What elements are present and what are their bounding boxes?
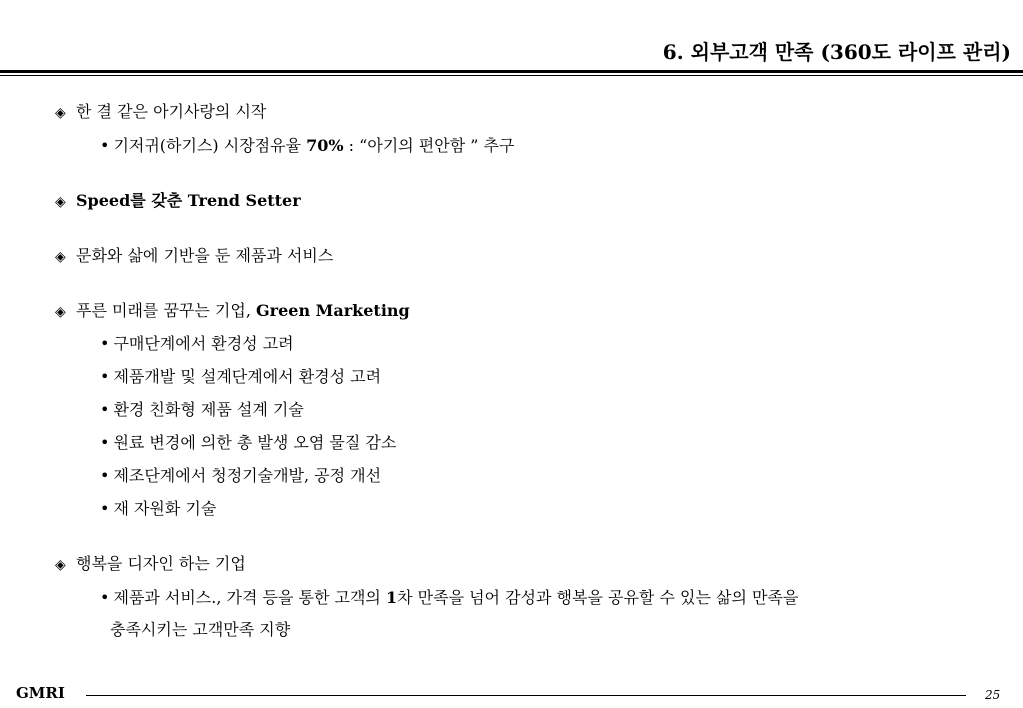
diamond-bullet-icon: ◈ (55, 105, 66, 121)
list-item-highlight: 1 (385, 588, 398, 607)
section-heading-4-highlight: Green Marketing (256, 301, 410, 320)
list-item-continuation: 충족시키는 고객만족 지향 (110, 620, 291, 639)
section-heading-5 (55, 554, 246, 575)
list-item-text-tail: : “아기의 편안함 ” 추구 (343, 136, 515, 155)
page-number: 25 (985, 688, 1001, 702)
footer-brand: GMRI (16, 684, 65, 702)
section-heading-4-text: 푸른 미래를 꿈꾸는 기업, (76, 301, 256, 320)
header-rule-thick (0, 70, 1023, 73)
list-item-highlight: 70% (306, 136, 344, 155)
dot-bullet-icon: • (100, 499, 110, 518)
list-item-text: 제품과 서비스., 가격 등을 통한 고객의 (113, 588, 386, 607)
dot-bullet-icon: • (100, 136, 110, 155)
list-item-text: 기저귀(하기스) 시장점유율 (113, 136, 307, 155)
dot-bullet-icon: • (100, 367, 110, 386)
section-heading-2-text: Speed를 갖춘 Trend Setter (76, 191, 301, 210)
diamond-bullet-icon: ◈ (55, 249, 66, 265)
list-item (100, 588, 798, 608)
section-heading-4 (55, 301, 410, 322)
list-item-text: 구매단계에서 환경성 고려 (113, 334, 294, 353)
list-item-text: 제조단계에서 청정기술개발, 공정 개선 (113, 466, 382, 485)
list-item (100, 499, 216, 519)
dot-bullet-icon: • (100, 433, 110, 452)
list-item (100, 136, 514, 156)
section-heading-1 (55, 102, 266, 123)
list-item-text: 제품개발 및 설계단계에서 환경성 고려 (113, 367, 382, 386)
list-item (100, 400, 304, 420)
dot-bullet-icon: • (100, 588, 110, 607)
section-heading-5-text: 행복을 디자인 하는 기업 (76, 554, 246, 573)
section-heading-3 (55, 246, 333, 267)
list-item (100, 466, 381, 486)
section-heading-3-text: 문화와 삶에 기반을 둔 제품과 서비스 (76, 246, 334, 265)
list-item (100, 367, 381, 387)
list-item-text: 재 자원화 기술 (113, 499, 217, 518)
dot-bullet-icon: • (100, 466, 110, 485)
header-rule-thin (0, 75, 1023, 76)
page-title: 6. 외부고객 만족 (360도 라이프 관리) (662, 40, 1011, 64)
diamond-bullet-icon: ◈ (55, 194, 66, 210)
list-item-text: 환경 친화형 제품 설계 기술 (113, 400, 304, 419)
section-heading-2 (55, 191, 301, 212)
list-item (100, 334, 294, 354)
diamond-bullet-icon: ◈ (55, 557, 66, 573)
list-item-text: 원료 변경에 의한 총 발생 오염 물질 감소 (113, 433, 397, 452)
section-heading-1-text: 한 결 같은 아기사랑의 시작 (76, 102, 267, 121)
footer-rule (86, 695, 966, 696)
dot-bullet-icon: • (100, 334, 110, 353)
diamond-bullet-icon: ◈ (55, 304, 66, 320)
list-item-text-tail: 차 만족을 넘어 감성과 행복을 공유할 수 있는 삶의 만족을 (397, 588, 799, 607)
list-item (100, 433, 396, 453)
dot-bullet-icon: • (100, 400, 110, 419)
